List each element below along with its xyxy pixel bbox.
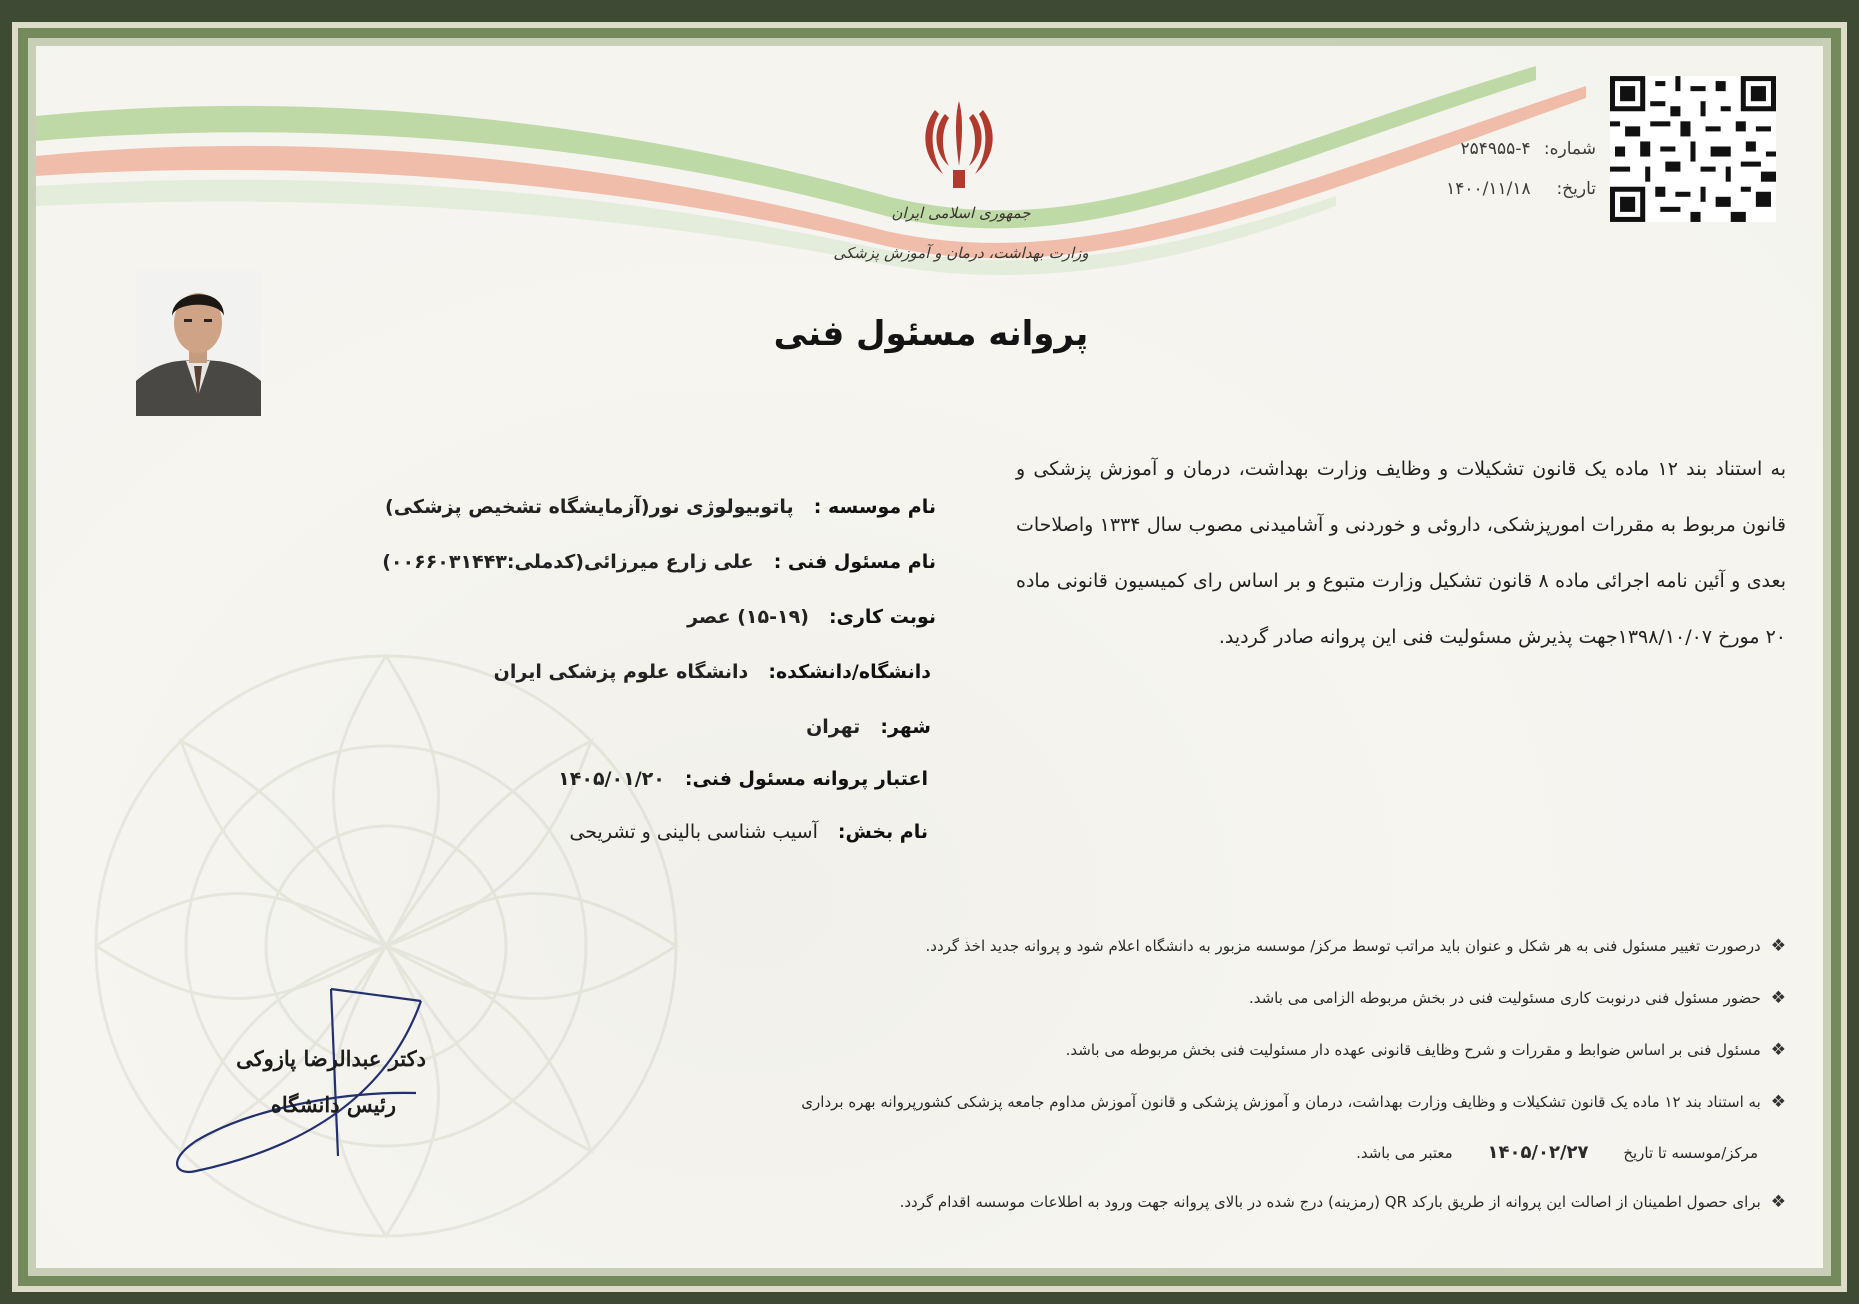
field-university-value: دانشگاه علوم پزشکی ایران [493, 661, 749, 683]
certificate-paper [36, 46, 1823, 1268]
note-1: ❖درصورت تغییر مسئول فنی به هر شکل و عنوان باید مراتب توسط مرکز/ موسسه مزبور به دانشگاه اعلام شود و پروانه جدید اخذ گردد. [925, 936, 1786, 956]
note-4: ❖به استناد بند ۱۲ ماده یک قانون تشکیلات و وظایف وزارت بهداشت، درمان و آموزش پزشکی و قانون آموزش مداوم جامعه پزشکی کشورپروانه بهره برداری [801, 1092, 1786, 1112]
field-technical-manager-value: علی زارع میرزائی(کدملی:۰۰۶۶۰۳۱۴۴۳) [382, 551, 754, 573]
signatory-title: رئیس دانشگاه [270, 1092, 396, 1117]
field-validity [416, 768, 928, 790]
bullet-icon: ❖ [1770, 1092, 1786, 1112]
field-institution [385, 496, 936, 518]
field-university-key: دانشگاه/دانشکده: [768, 661, 931, 683]
field-department-value: آسیب شناسی بالینی و تشریحی [569, 821, 818, 843]
field-shift-value: (۱۹-۱۵) عصر [687, 606, 809, 628]
field-shift [416, 606, 936, 628]
bullet-icon: ❖ [1770, 988, 1786, 1008]
bullet-icon: ❖ [1770, 936, 1786, 956]
ministry-name: وزارت بهداشت، درمان و آموزش پزشکی [833, 244, 1089, 262]
legal-basis-paragraph: به استناد بند ۱۲ ماده یک قانون تشکیلات و وظایف وزارت بهداشت، درمان و آموزش پزشکی و قانون مربوط به مقررات امورپزشکی، داروئی و خوردنی و آشامیدنی مصوب سال ۱۳۳۴ واصلاحات بعدی و آئین نامه اجرائی ماده ۸ قانون تشکیل وزارت متبوع و بر اساس رای کمیسیون قانونی ماده ۲۰ مورخ ۱۳۹۸/۱۰/۰۷جهت پذیرش مسئولیت فنی این پروانه صادر گردید. [1016, 458, 1786, 648]
date-value: ۱۴۰۰/۱۱/۱۸ [1446, 179, 1531, 199]
field-institution-value: پاتوبیولوژی نور(آزمایشگاه تشخیص پزشکی) [385, 496, 794, 518]
bullet-icon: ❖ [1770, 1192, 1786, 1212]
note-6: ❖برای حصول اطمینان از اصالت این پروانه از طریق بارکد QR (رمزینه) درج شده در بالای پروانه جهت ورود به اطلاعات موسسه اقدام گردد. [899, 1192, 1786, 1212]
note-3: ❖مسئول فنی بر اساس ضوابط و مقررات و شرح وظایف قانونی عهده دار مسئولیت فنی بخش مربوطه می باشد. [1065, 1040, 1786, 1060]
field-city-value: تهران [806, 716, 861, 738]
note-5: مرکز/موسسه تا تاریخ ۱۴۰۵/۰۲/۲۷ معتبر می باشد. [1356, 1142, 1758, 1163]
license-expiry-date: ۱۴۰۵/۰۲/۲۷ [1487, 1142, 1589, 1163]
field-shift-key: نوبت کاری: [828, 606, 936, 628]
note-2: ❖حضور مسئول فنی درنوبت کاری مسئولیت فنی در بخش مربوطه الزامی می باشد. [1248, 988, 1786, 1008]
certificate-title: پروانه مسئول فنی [773, 314, 1089, 354]
number-value: ۲۵۴۹۵۵-۴ [1460, 139, 1531, 159]
government-name: جمهوری اسلامی ایران [891, 204, 1031, 222]
field-city-key: شهر: [880, 716, 931, 738]
field-department [416, 821, 928, 843]
number-row [1396, 139, 1596, 159]
field-city [416, 716, 931, 738]
date-row [1396, 179, 1596, 199]
field-department-key: نام بخش: [837, 821, 928, 843]
field-university [416, 661, 931, 683]
field-technical-manager [382, 551, 936, 573]
field-validity-key: اعتبار پروانه مسئول فنی: [684, 768, 928, 790]
date-label: تاریخ: [1556, 179, 1596, 199]
field-validity-value: ۱۴۰۵/۰۱/۲۰ [558, 768, 665, 790]
field-technical-manager-key: نام مسئول فنی : [773, 551, 936, 573]
iran-emblem-icon [919, 96, 999, 196]
signatory-name: دکتر عبدالرضا پازوکی [236, 1046, 426, 1071]
number-label: شماره: [1543, 139, 1596, 159]
holder-photo [136, 271, 261, 416]
field-institution-key: نام موسسه : [813, 496, 936, 518]
bullet-icon: ❖ [1770, 1040, 1786, 1060]
handwritten-signature [156, 981, 446, 1181]
qr-code-icon[interactable] [1610, 76, 1776, 222]
